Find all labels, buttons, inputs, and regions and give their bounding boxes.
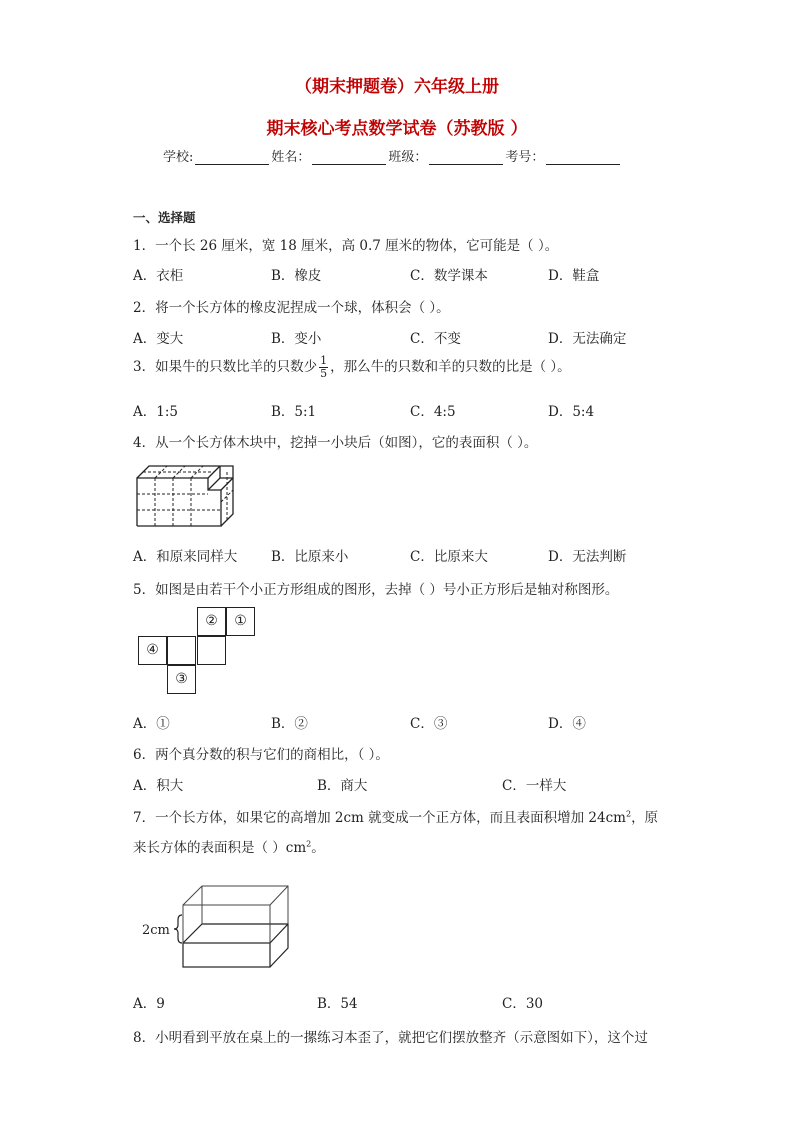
q5-option-d[interactable]: D．④ bbox=[548, 716, 586, 732]
question-2-stem: 2．将一个长方体的橡皮泥捏成一个球，体积会（ ）。 bbox=[133, 300, 450, 316]
q1-option-a[interactable]: A．衣柜 bbox=[133, 268, 184, 284]
fraction-denominator: 5 bbox=[320, 367, 328, 380]
name-blank[interactable] bbox=[312, 150, 386, 165]
square-blank-b bbox=[197, 636, 226, 665]
question-6-stem: 6．两个真分数的积与它们的商相比，（ ）。 bbox=[133, 747, 389, 763]
school-blank[interactable] bbox=[195, 150, 269, 165]
number-label: 考号： bbox=[505, 150, 545, 165]
page-title: （期末押题卷）六年级上册 bbox=[295, 77, 499, 97]
q7-sup-1: 2 bbox=[625, 809, 632, 819]
q4-option-b[interactable]: B．比原来小 bbox=[271, 549, 349, 565]
q7-option-a[interactable]: A．9 bbox=[133, 996, 165, 1012]
q5-option-b[interactable]: B．② bbox=[271, 716, 308, 732]
q3-option-a[interactable]: A．1:5 bbox=[133, 404, 178, 420]
q7-line2-tail: 。 bbox=[311, 840, 325, 856]
q6-option-c[interactable]: C．一样大 bbox=[502, 778, 567, 794]
q6-option-a[interactable]: A．积大 bbox=[133, 778, 184, 794]
q7-line2-text: 来长方体的表面积是（ ）cm bbox=[133, 840, 307, 856]
square-blank-a bbox=[167, 636, 196, 665]
q2-option-d[interactable]: D．无法确定 bbox=[548, 331, 627, 347]
question-5-stem: 5．如图是由若干个小正方形组成的图形，去掉（ ）号小正方形后是轴对称图形。 bbox=[133, 582, 619, 598]
q3-option-c[interactable]: C．4:5 bbox=[410, 404, 456, 420]
school-label: 学校: bbox=[163, 150, 194, 165]
square-1: ① bbox=[226, 607, 255, 636]
q4-option-d[interactable]: D．无法判断 bbox=[548, 549, 627, 565]
q7-line1-text: 7．一个长方体，如果它的高增加 2cm 就变成一个正方体，而且表面积增加 24cm bbox=[133, 810, 626, 826]
question-1-stem: 1．一个长 26 厘米，宽 18 厘米，高 0.7 厘米的物体，它可能是（ ）。 bbox=[133, 238, 559, 254]
question-7-stem-line2 bbox=[133, 836, 325, 856]
q4-option-c[interactable]: C．比原来大 bbox=[410, 549, 488, 565]
fraction-numerator: 1 bbox=[320, 354, 328, 367]
q3-stem-post: ，那么牛的只数和羊的只数的比是（ ）。 bbox=[330, 359, 571, 375]
q5-option-c[interactable]: C．③ bbox=[410, 716, 448, 732]
q6-option-b[interactable]: B．商大 bbox=[317, 778, 368, 794]
question-4-stem: 4．从一个长方体木块中，挖掉一小块后（如图），它的表面积（ ）。 bbox=[133, 435, 538, 451]
q3-option-b[interactable]: B．5:1 bbox=[271, 404, 317, 420]
cuboid-with-notch-figure bbox=[136, 462, 236, 528]
q5-option-a[interactable]: A．① bbox=[133, 716, 170, 732]
square-4: ④ bbox=[138, 636, 167, 665]
q3-stem-pre: 3．如果牛的只数比羊的只数少 bbox=[133, 359, 318, 375]
square-3: ③ bbox=[167, 665, 196, 694]
q2-option-a[interactable]: A．变大 bbox=[133, 331, 184, 347]
height-label-2cm: 2cm bbox=[142, 923, 170, 938]
q1-option-c[interactable]: C．数学课本 bbox=[410, 268, 488, 284]
q1-option-d[interactable]: D．鞋盒 bbox=[548, 268, 600, 284]
q7-line1-tail: ，原 bbox=[631, 810, 659, 826]
square-2: ② bbox=[197, 607, 226, 636]
question-3-stem bbox=[133, 355, 571, 380]
class-blank[interactable] bbox=[429, 150, 503, 165]
q7-sup-2: 2 bbox=[306, 839, 312, 849]
q7-option-b[interactable]: B．54 bbox=[317, 996, 358, 1012]
cuboid-to-cube-figure bbox=[172, 882, 292, 972]
name-label: 姓名： bbox=[271, 150, 311, 165]
student-info-line bbox=[163, 146, 622, 165]
class-label: 班级： bbox=[388, 150, 428, 165]
section-heading: 一、选择题 bbox=[133, 210, 196, 225]
q4-option-a[interactable]: A．和原来同样大 bbox=[133, 549, 238, 565]
page-subtitle: 期末核心考点数学试卷（苏教版 ） bbox=[266, 119, 528, 139]
q1-option-b[interactable]: B．橡皮 bbox=[271, 268, 322, 284]
q7-option-c[interactable]: C．30 bbox=[502, 996, 544, 1012]
q2-option-c[interactable]: C．不变 bbox=[410, 331, 461, 347]
question-7-stem-line1 bbox=[133, 806, 658, 826]
number-blank[interactable] bbox=[546, 150, 620, 165]
question-8-stem: 8．小明看到平放在桌上的一摞练习本歪了，就把它们摆放整齐（示意图如下），这个过 bbox=[133, 1030, 648, 1046]
q2-option-b[interactable]: B．变小 bbox=[271, 331, 322, 347]
q3-option-d[interactable]: D．5:4 bbox=[548, 404, 595, 420]
fraction-one-fifth bbox=[319, 355, 328, 380]
